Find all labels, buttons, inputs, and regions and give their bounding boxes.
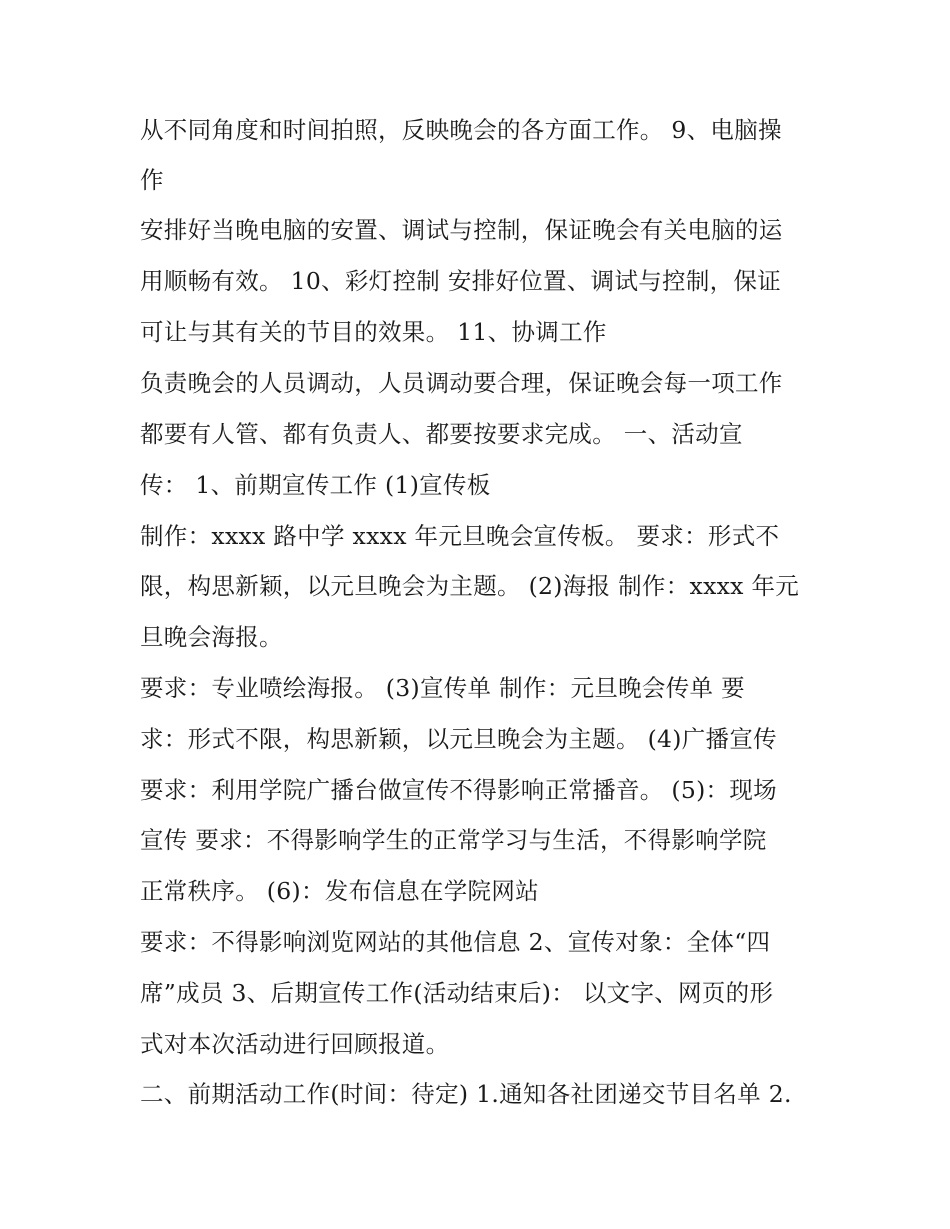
text-line: 式对本次活动进行回顾报道。	[140, 1030, 450, 1058]
text-line: 宣传 要求：不得影响学生的正常学习与生活，不得影响学院	[140, 826, 767, 854]
text-line: 负责晚会的人员调动，人员调动要合理，保证晚会每一项工作	[140, 369, 783, 397]
text-line: 要求：专业喷绘海报。 (3)宣传单 制作：元旦晚会传单 要	[140, 674, 745, 702]
text-line: 求：形式不限，构思新颖，以元旦晚会为主题。 (4)广播宣传	[140, 725, 777, 753]
text-line: 作	[140, 166, 164, 194]
text-line: 可让与其有关的节目的效果。 11、协调工作	[140, 318, 607, 346]
text-line: 都要有人管、都有负责人、都要按要求完成。 一、活动宣	[140, 420, 743, 448]
text-line: 席”成员 3、后期宣传工作(活动结束后)： 以文字、网页的形	[140, 979, 774, 1007]
text-line: 安排好当晚电脑的安置、调试与控制，保证晚会有关电脑的运	[140, 216, 783, 244]
text-line: 制作：xxxx 路中学 xxxx 年元旦晚会宣传板。 要求：形式不	[140, 522, 780, 550]
text-line: 从不同角度和时间拍照，反映晚会的各方面工作。 9、电脑操	[140, 116, 782, 144]
text-line: 旦晚会海报。	[140, 623, 283, 651]
text-line: 限，构思新颖，以元旦晚会为主题。 (2)海报 制作：xxxx 年元	[140, 572, 800, 600]
text-line: 用顺畅有效。 10、彩灯控制 安排好位置、调试与控制，保证	[140, 267, 782, 295]
text-line: 二、前期活动工作(时间：待定) 1.通知各社团递交节目名单 2.	[140, 1080, 792, 1108]
text-line: 要求：不得影响浏览网站的其他信息 2、宣传对象：全体“四	[140, 928, 771, 956]
text-line: 要求：利用学院广播台做宣传不得影响正常播音。 (5)：现场	[140, 776, 777, 804]
text-line: 传： 1、前期宣传工作 (1)宣传板	[140, 471, 491, 499]
text-line: 正常秩序。 (6)：发布信息在学院网站	[140, 877, 539, 905]
